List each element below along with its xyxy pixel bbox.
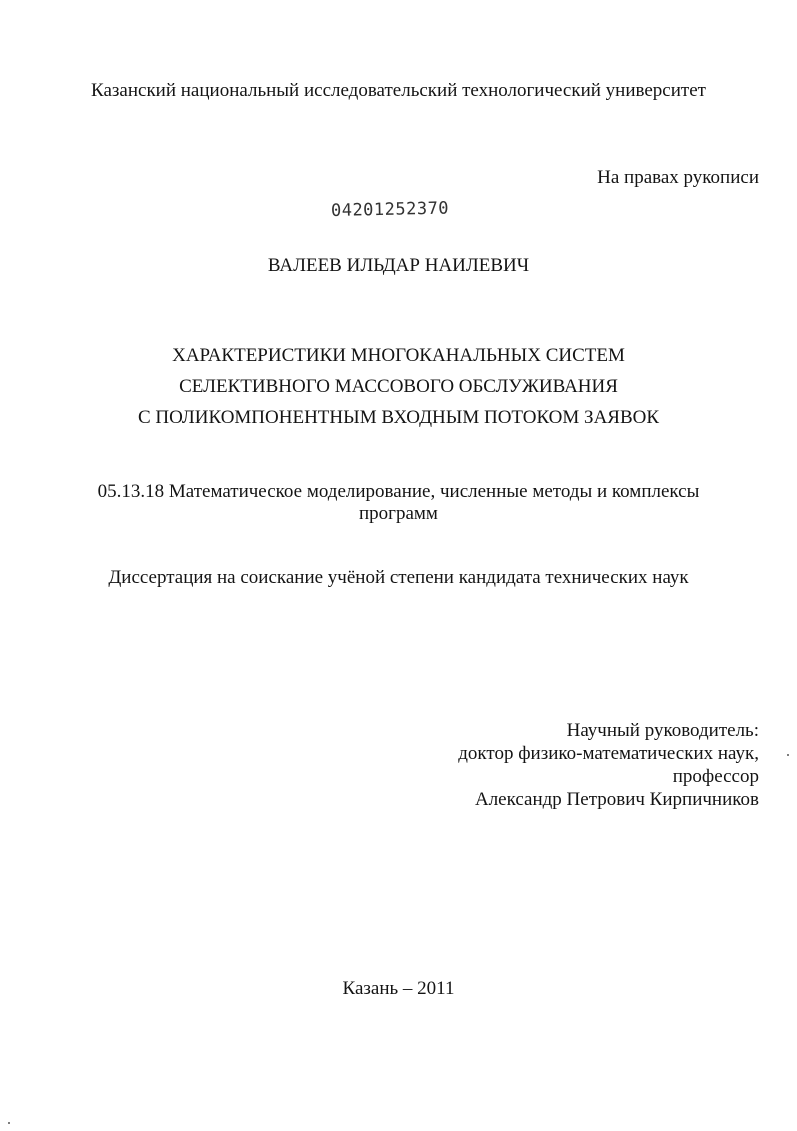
title-line: СЕЛЕКТИВНОГО МАССОВОГО ОБСЛУЖИВАНИЯ — [179, 376, 618, 397]
supervisor-name: Александр Петрович Кирпичников — [474, 789, 759, 810]
scan-speck — [8, 1122, 10, 1124]
specialty-line: 05.13.18 Математическое моделирование, численные методы и комплексы — [97, 481, 700, 502]
manuscript-note: На правах рукописи — [597, 167, 759, 188]
supervisor-label: Научный руководитель: — [566, 720, 759, 741]
dissertation-title — [0, 340, 797, 433]
city-year: Казань – 2011 — [342, 978, 455, 999]
degree-statement: Диссертация на соискание учёной степени кандидата технических наук — [108, 567, 689, 588]
university-name: Казанский национальный исследовательский технологический университет — [91, 80, 706, 101]
supervisor-degree: доктор физико-математических наук, — [458, 743, 759, 764]
supervisor-rank: профессор — [672, 766, 759, 787]
specialty-code — [0, 481, 797, 525]
supervisor-block — [458, 719, 759, 811]
title-line: С ПОЛИКОМПОНЕНТНЫМ ВХОДНЫМ ПОТОКОМ ЗАЯВОК — [137, 407, 660, 428]
title-line: ХАРАКТЕРИСТИКИ МНОГОКАНАЛЬНЫХ СИСТЕМ — [172, 345, 625, 366]
specialty-line: программ — [359, 503, 438, 524]
registration-number-stamp: 04201252370 — [330, 198, 450, 221]
scan-speck — [787, 754, 789, 756]
author-name: ВАЛЕЕВ ИЛЬДАР НАИЛЕВИЧ — [267, 255, 530, 276]
